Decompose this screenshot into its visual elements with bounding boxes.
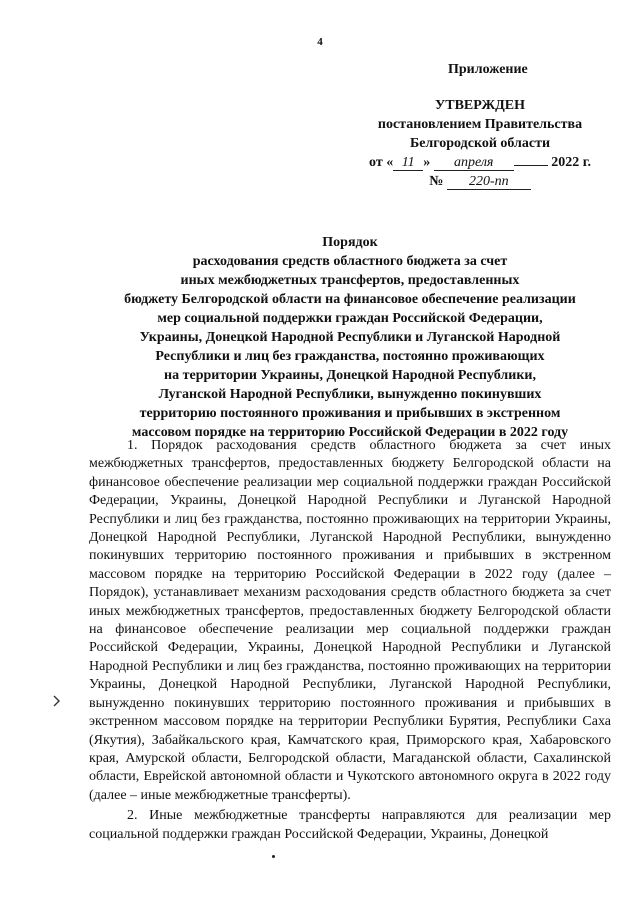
margin-mark-icon — [52, 694, 62, 708]
heading-line: Луганской Народной Республики, вынужденно покинувших — [158, 387, 542, 402]
heading-line: расходования средств областного бюджета за счет — [192, 254, 508, 269]
heading-line: на территории Украины, Донецкой Народной Республики, — [164, 368, 536, 383]
heading-line: бюджету Белгородской области на финансовое обеспечение реализации — [124, 292, 576, 307]
date-month: апреля — [434, 155, 514, 171]
appendix-label: Приложение — [448, 62, 528, 77]
approval-title: УТВЕРЖДЕН — [434, 98, 526, 113]
document-body — [89, 437, 611, 846]
date-year: 2022 г. — [551, 155, 591, 170]
approval-number — [360, 172, 600, 191]
approval-date — [360, 153, 600, 172]
approval-line-2: Белгородской области — [409, 136, 551, 151]
approval-line-1: постановлением Правительства — [377, 117, 583, 132]
number-prefix: № — [429, 174, 444, 189]
paragraph-2: 2. Иные межбюджетные трансферты направляются для реализации мер социальной поддержки граждан Российской Федерации, Украины, Донецкой — [89, 808, 611, 842]
heading-line: мер социальной поддержки граждан Российской Федерации, — [157, 311, 543, 326]
heading-title: Порядок — [322, 235, 378, 250]
page-number: 4 — [317, 36, 323, 48]
heading-line: Республики и лиц без гражданства, постоянно проживающих — [155, 349, 545, 364]
heading-line: территорию постоянного проживания и прибывших в экстренном — [139, 406, 561, 421]
heading-line: массовом порядке на территорию Российской Федерации в 2022 году — [131, 425, 569, 440]
date-blank — [514, 165, 548, 166]
number-value: 220-пп — [447, 174, 531, 190]
heading-line: Украины, Донецкой Народной Республики и Луганской Народной — [139, 330, 561, 345]
scan-speck — [272, 855, 275, 858]
document-heading — [90, 233, 610, 442]
paragraph-1: 1. Порядок расходования средств областного бюджета за счет иных межбюджетных трансфертов, предоставленных бюджету Белгородской области на финансовое обеспечение реализации мер социальной поддержки граждан Российской Федерации, Украины, Донецкой Народной Республики и Луганской Народной Республики и лиц без гражданства, постоянно проживающих на территории Украины, Донецкой Народной Республики, Луганской Народной Республики, вынужденно покинувших территорию постоянного проживания и прибывших в экстренном массовом порядке на территорию Российской Федерации в 2022 году (далее – Порядок), устанавливает механизм расходования средств областного бюджета за счет иных межбюджетных трансфертов, предоставленных бюджету Белгородской области на финансовое обеспечение реализации мер социальной поддержки граждан Российской Федерации, Украины, Донецкой Народной Республики и Луганской Народной Республики и лиц без гражданства, постоянно проживающих на территории Украины, Донецкой Народной Республики, Луганской Народной Республики, вынужденно покинувших территорию постоянного проживания и прибывших в экстренном массовом порядке на территории Республики Бурятия, Республики Саха (Якутия), Забайкальского края, Камчатского края, Приморского края, Хабаровского края, Амурской области, Белгородской области, Магаданской области, Сахалинской области, Еврейской автономной области и Чукотского автономного округа в 2022 году (далее – иные межбюджетные трансферты). — [89, 438, 611, 803]
approval-block — [360, 96, 600, 191]
heading-line: иных межбюджетных трансфертов, предоставленных — [180, 273, 520, 288]
date-mid: » — [423, 155, 431, 170]
date-prefix: от « — [369, 155, 394, 170]
date-day: 11 — [393, 155, 423, 171]
